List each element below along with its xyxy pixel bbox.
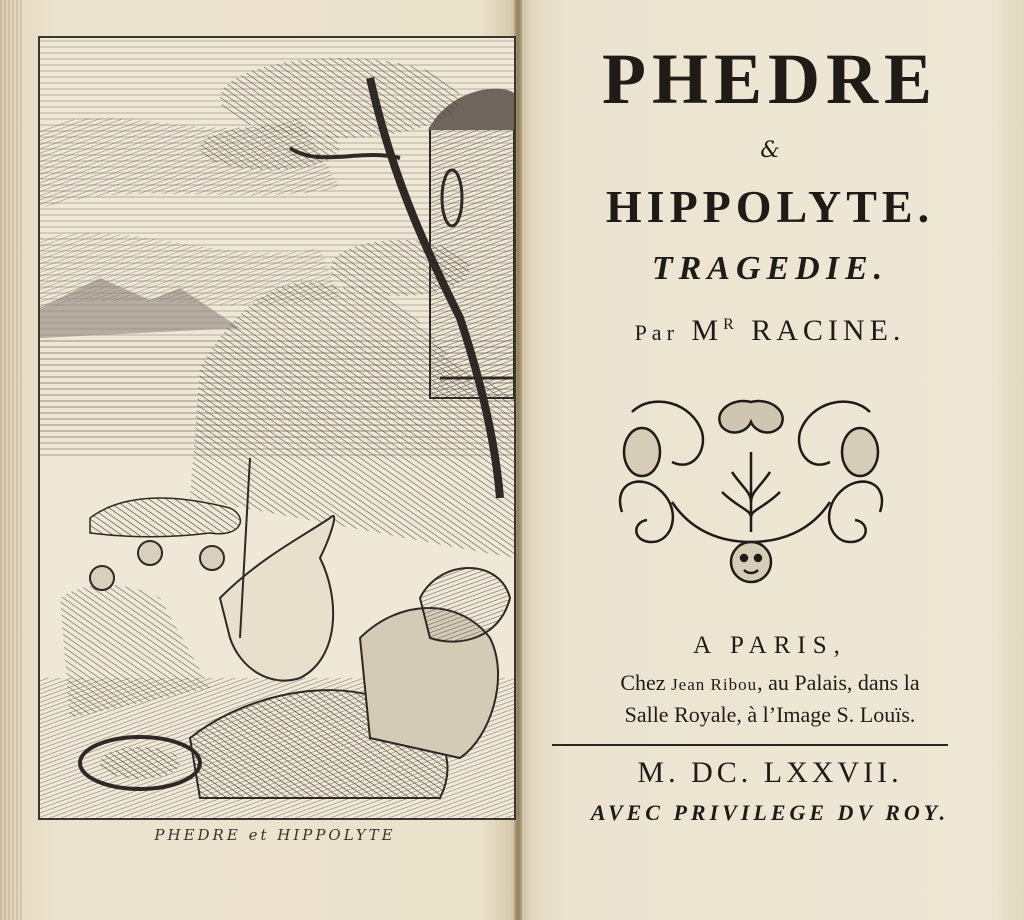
frontispiece-caption: PHEDRE et HIPPOLYTE [154,826,396,844]
author-name: RACINE. [751,314,906,347]
privilege-line: AVEC PRIVILEGE DV ROY. [590,800,950,825]
frontispiece-engraving [38,36,516,820]
title-line-1: PHEDRE [601,39,939,119]
author-title: M [691,314,724,347]
divider-rule [552,744,948,746]
publisher-prefix: Chez [620,670,672,695]
publisher-line-1 [520,670,1020,696]
author-prefix: Par [634,320,679,345]
title-line-2: HIPPOLYTE. [605,181,935,232]
publisher-name: Jean Ribou [671,675,758,694]
genre-label: TRAGEDIE. [651,250,889,287]
title-ampersand: & [760,138,780,163]
printers-ornament [612,392,890,588]
page-edges [0,0,22,920]
publisher-line-2: Salle Royale, à l’Image S. Louïs. [624,702,916,727]
author-line [520,314,1020,348]
publication-date: M. DC. LXXVII. [637,756,903,789]
author-title-sup: R [723,316,739,333]
publication-place: A PARIS, [693,632,847,659]
publisher-suffix: , au Palais, dans la [757,670,920,695]
